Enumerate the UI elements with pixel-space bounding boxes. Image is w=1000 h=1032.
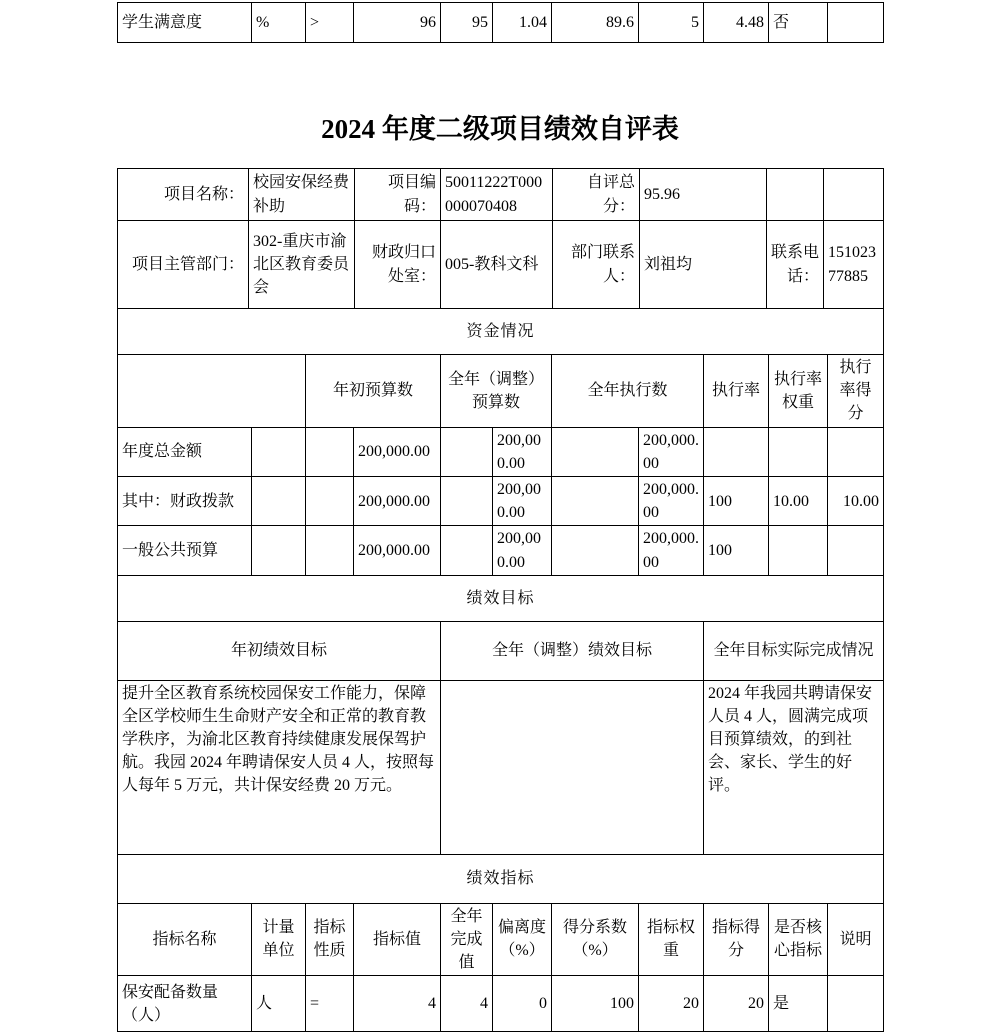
initial-goal-header: 年初绩效目标	[118, 621, 441, 680]
table-row	[118, 854, 884, 903]
self-score-value: 95.96	[640, 169, 767, 221]
indicator-name-header: 指标名称	[118, 903, 252, 976]
empty-cell	[824, 169, 884, 221]
score-cell: 20	[704, 976, 769, 1032]
funding-row-label: 年度总金额	[118, 427, 252, 476]
completed-value-cell: 4	[441, 976, 493, 1032]
execution-rate-weight-value	[769, 526, 828, 575]
score-coefficient-cell: 100	[552, 976, 639, 1032]
table-row	[118, 976, 884, 1032]
target-value-cell: 4	[354, 976, 441, 1032]
note-header: 说明	[828, 903, 884, 976]
note-cell	[828, 976, 884, 1032]
unit-cell: 人	[252, 976, 306, 1032]
is-core-cell: 是	[769, 976, 828, 1032]
nature-cell: =	[306, 976, 354, 1032]
project-code-label: 项目编码：	[355, 169, 441, 221]
execution-rate-value: 100	[704, 526, 769, 575]
is-core-cell: 否	[769, 3, 828, 43]
funding-section-title: 资金情况	[118, 309, 884, 355]
initial-budget-value: 200,000.00	[354, 427, 441, 476]
target-value-header: 指标值	[354, 903, 441, 976]
empty-cell	[441, 476, 493, 525]
empty-cell	[552, 476, 639, 525]
finance-office-label: 财政归口处室：	[355, 221, 441, 309]
is-core-header: 是否核心指标	[769, 903, 828, 976]
execution-rate-score-value	[828, 427, 884, 476]
indicator-name-cell: 保安配备数量（人）	[118, 976, 252, 1032]
empty-cell	[306, 476, 354, 525]
self-evaluation-table	[117, 168, 884, 1032]
table-row	[118, 221, 884, 309]
execution-rate-weight-value: 10.00	[769, 476, 828, 525]
nature-header: 指标性质	[306, 903, 354, 976]
weight-cell: 5	[639, 3, 704, 43]
score-coefficient-cell: 89.6	[552, 3, 639, 43]
self-score-label: 自评总分：	[553, 169, 640, 221]
finance-office-value: 005-教科文科	[441, 221, 553, 309]
execution-rate-weight-value	[769, 427, 828, 476]
page-title: 2024 年度二级项目绩效自评表	[321, 114, 679, 144]
score-coefficient-header: 得分系数（%）	[552, 903, 639, 976]
weight-header: 指标权重	[639, 903, 704, 976]
previous-indicator-table-fragment	[117, 2, 884, 43]
adjusted-budget-value: 200,000.00	[493, 427, 552, 476]
adjusted-budget-value: 200,000.00	[493, 476, 552, 525]
table-row	[118, 169, 884, 221]
empty-cell	[306, 526, 354, 575]
table-row	[118, 575, 884, 621]
empty-cell	[252, 526, 306, 575]
executed-amount-value: 200,000.00	[639, 427, 704, 476]
funding-row-label: 一般公共预算	[118, 526, 252, 575]
actual-completion-text: 2024 年我园共聘请保安人员 4 人，圆满完成项目预算绩效，的到社会、家长、学生的好评。	[704, 680, 884, 854]
initial-budget-value: 200,000.00	[354, 476, 441, 525]
executed-amount-value: 200,000.00	[639, 526, 704, 575]
contact-phone-label: 联系电话：	[767, 221, 824, 309]
adjusted-goal-text	[441, 680, 704, 854]
empty-cell	[552, 526, 639, 575]
executed-amount-header: 全年执行数	[552, 355, 704, 428]
initial-budget-value: 200,000.00	[354, 526, 441, 575]
completed-value-header: 全年完成值	[441, 903, 493, 976]
unit-header: 计量单位	[252, 903, 306, 976]
supervising-department-value: 302-重庆市渝北区教育委员会	[249, 221, 355, 309]
initial-goal-text: 提升全区教育系统校园保安工作能力，保障全区学校师生生命财产安全和正常的教育教学秩序，为渝北区教育持续健康发展保驾护航。我园 2024 年聘请保安人员 4 人，按照每人每年 5 万元，共计保安经费 20 万元。	[118, 680, 441, 854]
indicator-name-cell: 学生满意度	[118, 3, 252, 43]
project-info-table	[117, 168, 884, 309]
table-row	[118, 526, 884, 575]
table-row	[118, 427, 884, 476]
goals-table	[117, 575, 884, 855]
executed-amount-value: 200,000.00	[639, 476, 704, 525]
indicators-section-title: 绩效指标	[118, 854, 884, 903]
empty-cell	[252, 427, 306, 476]
adjusted-budget-value: 200,000.00	[493, 526, 552, 575]
empty-cell	[252, 476, 306, 525]
initial-budget-header: 年初预算数	[306, 355, 441, 428]
table-row	[118, 309, 884, 355]
execution-rate-score-value	[828, 526, 884, 575]
deviation-cell: 1.04	[493, 3, 552, 43]
empty-cell	[767, 169, 824, 221]
goals-section-title: 绩效目标	[118, 575, 884, 621]
project-name-value: 校园安保经费补助	[249, 169, 355, 221]
score-cell: 4.48	[704, 3, 769, 43]
target-value-cell: 96	[354, 3, 441, 43]
table-row	[118, 621, 884, 680]
empty-header-cell	[118, 355, 306, 428]
indicators-table	[117, 854, 884, 1032]
empty-cell	[441, 427, 493, 476]
empty-cell	[552, 427, 639, 476]
adjusted-budget-header: 全年（调整）预算数	[441, 355, 552, 428]
note-cell	[828, 3, 884, 43]
execution-rate-value: 100	[704, 476, 769, 525]
adjusted-goal-header: 全年（调整）绩效目标	[441, 621, 704, 680]
project-code-value: 50011222T000000070408	[441, 169, 553, 221]
execution-rate-score-value: 10.00	[828, 476, 884, 525]
contact-person-value: 刘祖均	[640, 221, 767, 309]
table-row	[118, 355, 884, 428]
weight-cell: 20	[639, 976, 704, 1032]
execution-rate-header: 执行率	[704, 355, 769, 428]
table-row	[118, 3, 884, 43]
table-row	[118, 476, 884, 525]
nature-cell: >	[306, 3, 354, 43]
empty-cell	[306, 427, 354, 476]
supervising-department-label: 项目主管部门：	[118, 221, 249, 309]
contact-person-label: 部门联系人：	[553, 221, 640, 309]
completed-value-cell: 95	[441, 3, 493, 43]
table-row	[118, 903, 884, 976]
table-row	[118, 680, 884, 854]
execution-rate-value	[704, 427, 769, 476]
deviation-cell: 0	[493, 976, 552, 1032]
unit-cell: %	[252, 3, 306, 43]
score-header: 指标得分	[704, 903, 769, 976]
funding-row-label: 其中：财政拨款	[118, 476, 252, 525]
contact-phone-value: 15102377885	[824, 221, 884, 309]
execution-rate-score-header: 执行率得分	[828, 355, 884, 428]
deviation-header: 偏离度（%）	[493, 903, 552, 976]
empty-cell	[441, 526, 493, 575]
execution-rate-weight-header: 执行率权重	[769, 355, 828, 428]
funding-table	[117, 308, 884, 576]
project-name-label: 项目名称：	[118, 169, 249, 221]
actual-completion-header: 全年目标实际完成情况	[704, 621, 884, 680]
